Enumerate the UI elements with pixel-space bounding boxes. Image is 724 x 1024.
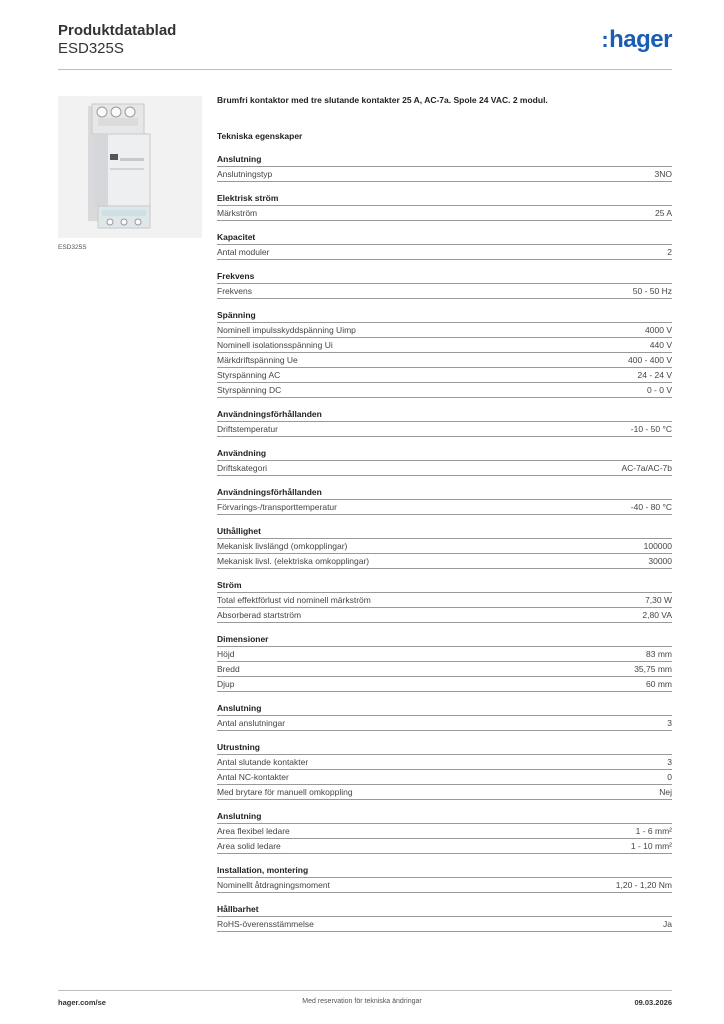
spec-group [217, 230, 672, 260]
spec-label: RoHS-överensstämmelse [217, 919, 314, 929]
spec-group [217, 863, 672, 893]
spec-label: Area solid ledare [217, 841, 281, 851]
spec-group [217, 740, 672, 800]
spec-group [217, 524, 672, 569]
spec-label: Mekanisk livslängd (omkopplingar) [217, 541, 348, 551]
spec-label: Förvarings-/transporttemperatur [217, 502, 337, 512]
spec-label: Djup [217, 679, 235, 689]
footer-date: 09.03.2026 [634, 998, 672, 1007]
spec-group-title: Uthållighet [217, 524, 672, 539]
spec-value: 1 - 6 mm² [635, 826, 672, 836]
spec-value: 60 mm [646, 679, 672, 689]
spec-label: Märkdriftspänning Ue [217, 355, 298, 365]
spec-value: 4000 V [645, 325, 672, 335]
spec-label: Nominellt åtdragningsmoment [217, 880, 330, 890]
spec-row [217, 593, 672, 608]
spec-group-title: Användning [217, 446, 672, 461]
spec-value: 0 [667, 772, 672, 782]
spec-value: 3NO [654, 169, 672, 179]
spec-label: Antal NC-kontakter [217, 772, 289, 782]
spec-value: 7,30 W [645, 595, 672, 605]
spec-group [217, 809, 672, 854]
spec-label: Styrspänning AC [217, 370, 281, 380]
spec-value: 1 - 10 mm² [630, 841, 672, 851]
spec-value: 400 - 400 V [628, 355, 672, 365]
spec-group [217, 902, 672, 932]
spec-label: Driftskategori [217, 463, 268, 473]
spec-value: 25 A [654, 208, 672, 218]
spec-value: Ja [663, 919, 672, 929]
spec-table [217, 152, 672, 941]
spec-value: 100000 [643, 541, 672, 551]
spec-row [217, 839, 672, 854]
product-code: ESD325S [58, 40, 124, 57]
spec-value: 3 [667, 757, 672, 767]
product-description: Brumfri kontaktor med tre slutande kontakter 25 A, AC-7a. Spole 24 VAC. 2 modul. [217, 95, 548, 105]
spec-value: Nej [659, 787, 672, 797]
spec-label: Med brytare för manuell omkoppling [217, 787, 353, 797]
spec-label: Total effektförlust vid nominell märkström [217, 595, 371, 605]
document-title: Produktdatablad [58, 22, 177, 39]
spec-value: 2 [667, 247, 672, 257]
image-caption: ESD325S [58, 244, 87, 251]
spec-group-title: Kapacitet [217, 230, 672, 245]
spec-label: Absorberad startström [217, 610, 302, 620]
spec-value: 1,20 - 1,20 Nm [615, 880, 672, 890]
logo-text: hager [609, 26, 672, 53]
spec-group [217, 191, 672, 221]
spec-group-title: Hållbarhet [217, 902, 672, 917]
spec-row [217, 608, 672, 623]
footer-divider [58, 990, 672, 991]
spec-label: Nominell impulsskyddspänning Uimp [217, 325, 356, 335]
spec-row [217, 206, 672, 221]
spec-value: -40 - 80 °C [630, 502, 672, 512]
hager-logo[interactable] [601, 26, 672, 54]
spec-group-title: Spänning [217, 308, 672, 323]
spec-value: 440 V [649, 340, 672, 350]
spec-label: Antal moduler [217, 247, 270, 257]
spec-group-title: Anslutning [217, 809, 672, 824]
spec-label: Anslutningstyp [217, 169, 273, 179]
spec-group [217, 578, 672, 623]
spec-row [217, 785, 672, 800]
spec-label: Märkström [217, 208, 258, 218]
spec-label: Styrspänning DC [217, 385, 282, 395]
spec-group-title: Anslutning [217, 152, 672, 167]
spec-group [217, 701, 672, 731]
tech-specs-heading: Tekniska egenskaper [217, 131, 303, 141]
spec-row [217, 422, 672, 437]
footer-disclaimer: Med reservation för tekniska ändringar [302, 998, 422, 1005]
spec-group-title: Ström [217, 578, 672, 593]
spec-group-title: Anslutning [217, 701, 672, 716]
spec-label: Area flexibel ledare [217, 826, 290, 836]
spec-row [217, 878, 672, 893]
spec-label: Antal anslutningar [217, 718, 286, 728]
spec-group-title: Elektrisk ström [217, 191, 672, 206]
spec-value: 35,75 mm [634, 664, 672, 674]
spec-row [217, 755, 672, 770]
spec-row [217, 368, 672, 383]
spec-row [217, 461, 672, 476]
header-divider [58, 69, 672, 70]
spec-label: Bredd [217, 664, 240, 674]
spec-group-title: Utrustning [217, 740, 672, 755]
spec-row [217, 770, 672, 785]
spec-label: Frekvens [217, 286, 252, 296]
spec-value: 3 [667, 718, 672, 728]
spec-row [217, 824, 672, 839]
spec-group-title: Frekvens [217, 269, 672, 284]
contactor-illustration [58, 96, 202, 238]
spec-row [217, 662, 672, 677]
spec-value: 50 - 50 Hz [632, 286, 672, 296]
spec-value: 24 - 24 V [637, 370, 672, 380]
spec-row [217, 353, 672, 368]
spec-label: Nominell isolationsspänning Ui [217, 340, 333, 350]
spec-value: AC-7a/AC-7b [621, 463, 672, 473]
spec-group [217, 407, 672, 437]
spec-group [217, 485, 672, 515]
spec-value: 2,80 VA [642, 610, 672, 620]
spec-value: 30000 [648, 556, 672, 566]
spec-group [217, 308, 672, 398]
spec-label: Mekanisk livsl. (elektriska omkopplingar) [217, 556, 370, 566]
spec-group [217, 269, 672, 299]
spec-row [217, 647, 672, 662]
spec-group-title: Dimensioner [217, 632, 672, 647]
spec-row [217, 323, 672, 338]
logo-prefix: : [601, 27, 609, 52]
spec-row [217, 554, 672, 569]
spec-row [217, 383, 672, 398]
spec-value: 0 - 0 V [646, 385, 672, 395]
spec-row [217, 716, 672, 731]
spec-row [217, 338, 672, 353]
spec-row [217, 167, 672, 182]
spec-row [217, 917, 672, 932]
spec-group [217, 152, 672, 182]
spec-row [217, 284, 672, 299]
spec-value: -10 - 50 °C [630, 424, 672, 434]
spec-group [217, 446, 672, 476]
spec-row [217, 500, 672, 515]
footer-website-link[interactable]: hager.com/se [58, 998, 106, 1007]
spec-label: Höjd [217, 649, 235, 659]
spec-group [217, 632, 672, 692]
spec-group-title: Användningsförhållanden [217, 407, 672, 422]
spec-group-title: Installation, montering [217, 863, 672, 878]
spec-label: Antal slutande kontakter [217, 757, 309, 767]
page-header [58, 22, 672, 68]
spec-row [217, 677, 672, 692]
spec-group-title: Användningsförhållanden [217, 485, 672, 500]
spec-value: 83 mm [646, 649, 672, 659]
spec-label: Driftstemperatur [217, 424, 278, 434]
product-image [58, 96, 202, 238]
spec-row [217, 245, 672, 260]
spec-row [217, 539, 672, 554]
